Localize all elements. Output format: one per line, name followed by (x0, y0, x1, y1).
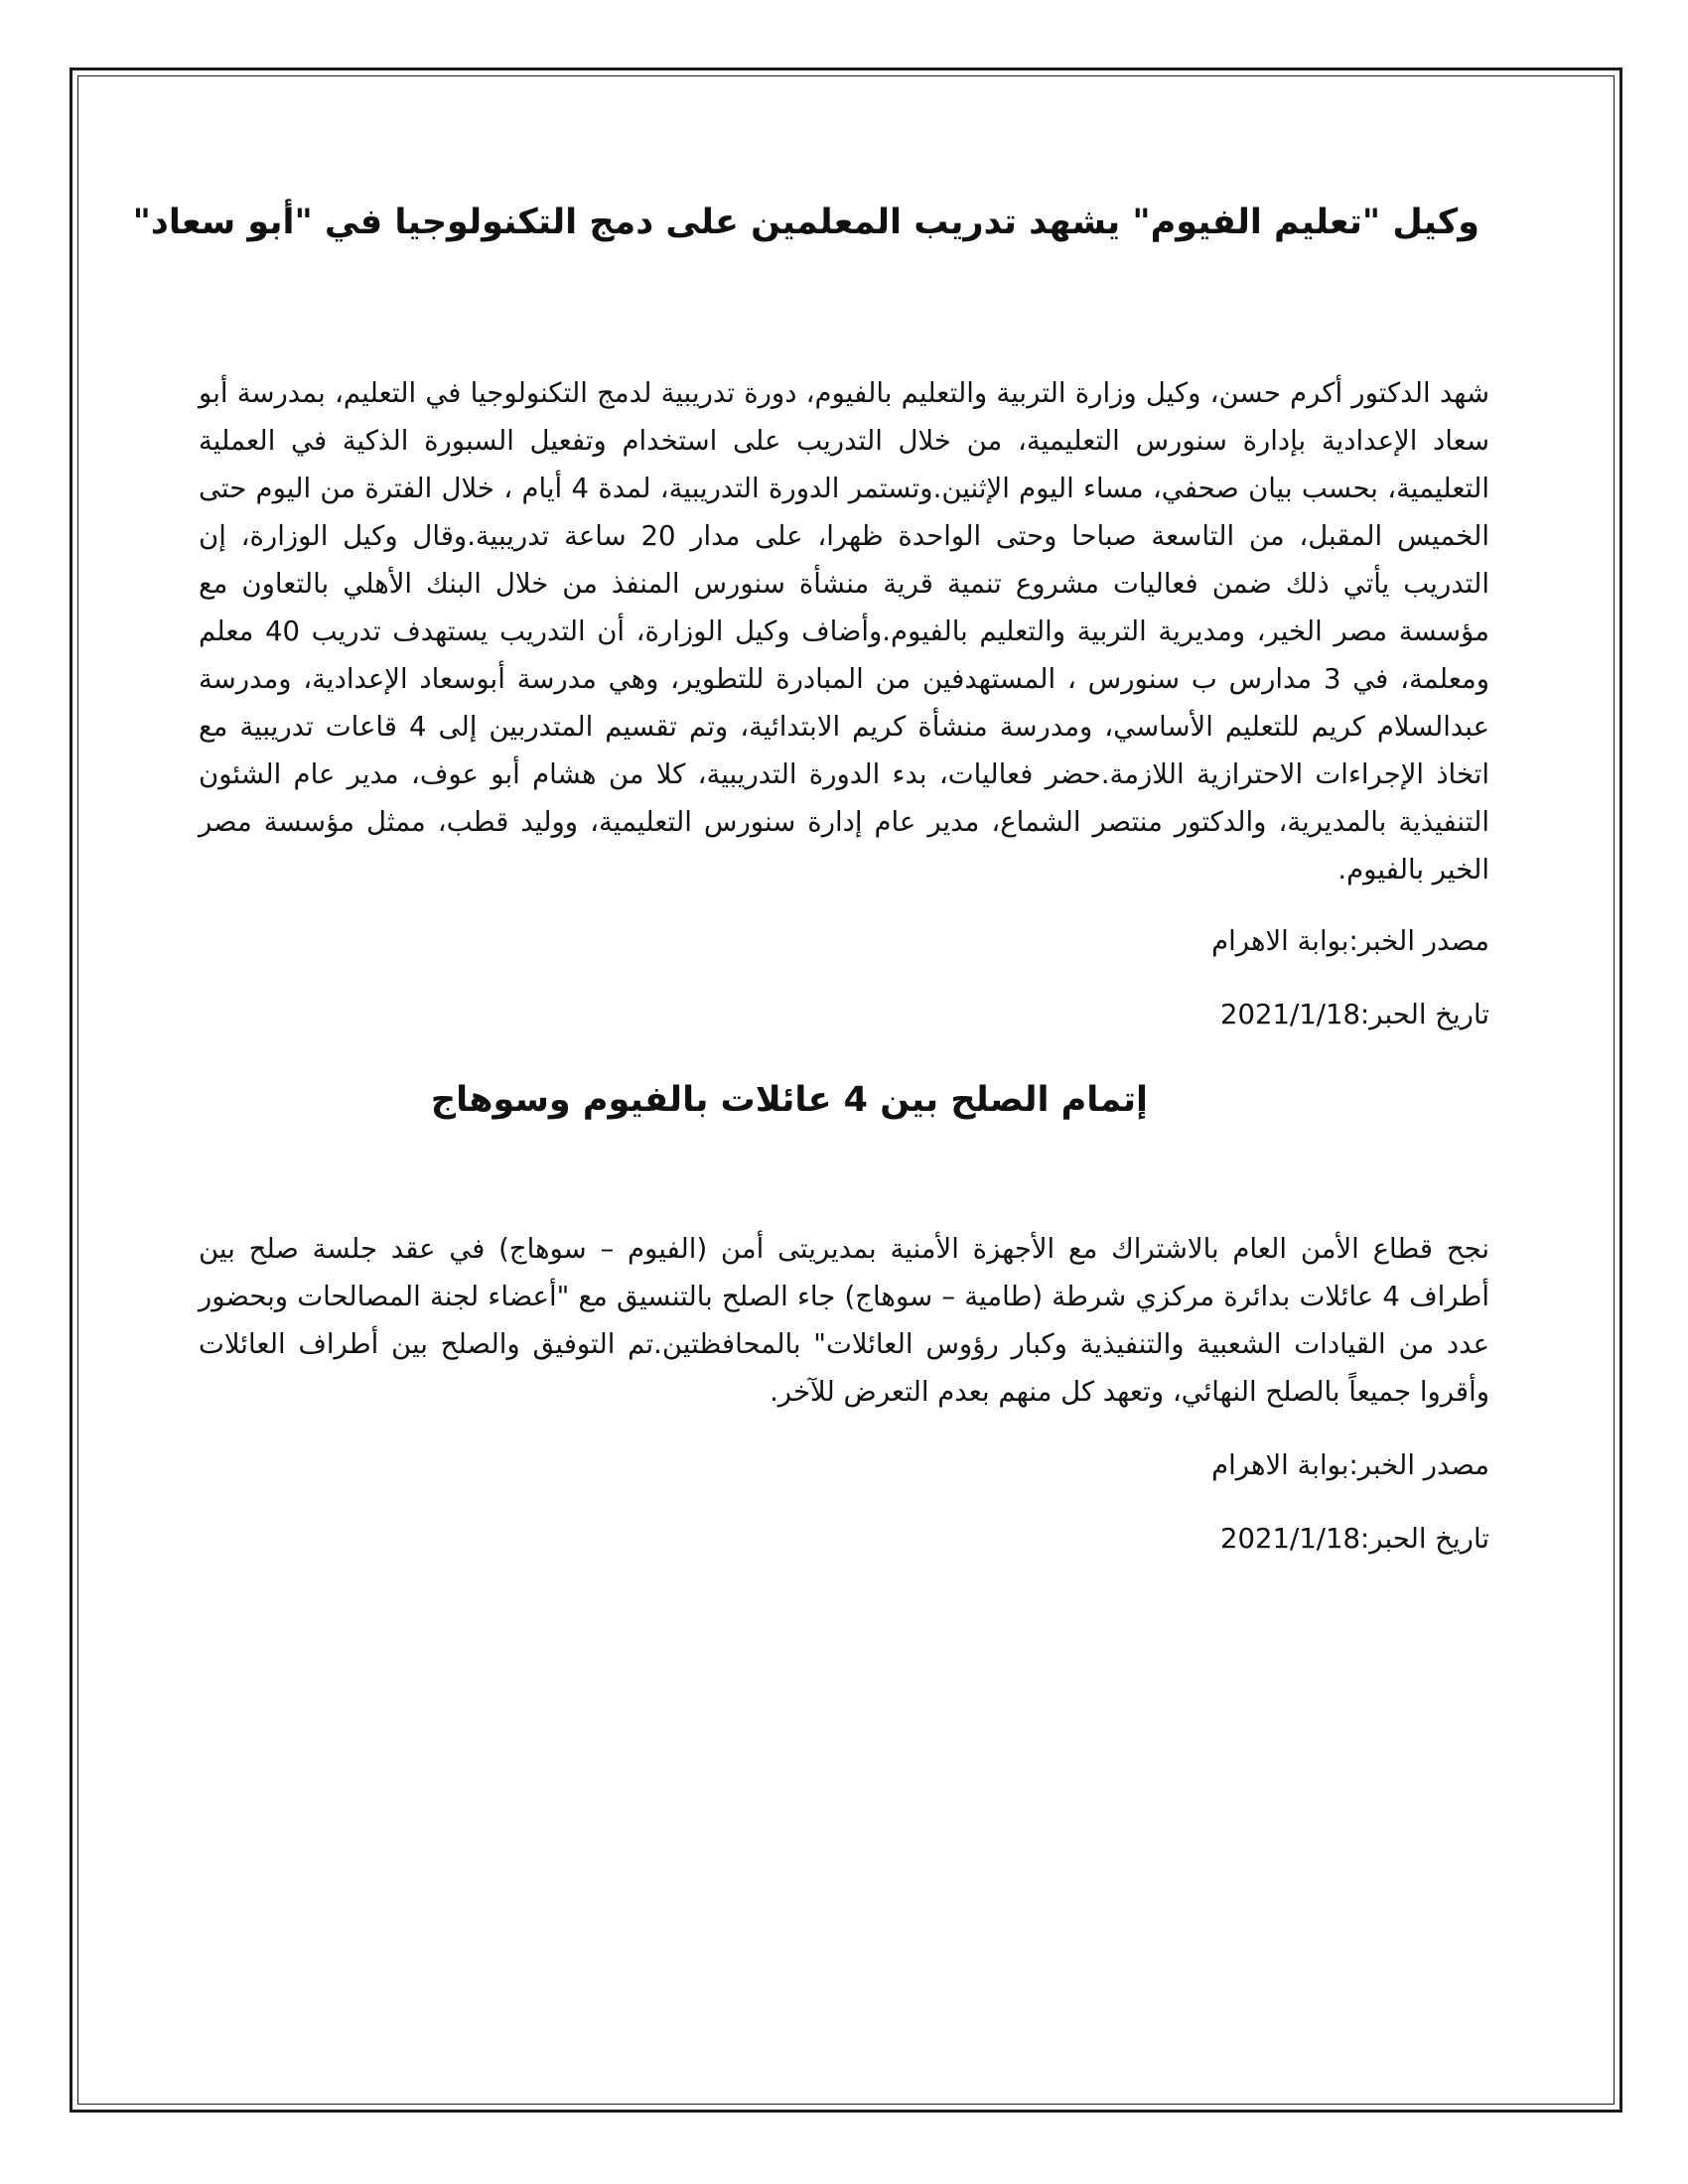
article-2-title: إتمام الصلح بين 4 عائلات بالفيوم وسوهاج (430, 1080, 1149, 1120)
document-content (132, 189, 1489, 1559)
article-1-date: تاريخ الحبر:2021/1/18 (1220, 999, 1489, 1030)
article-1-source: مصدر الخبر:بوابة الاهرام (1211, 925, 1489, 957)
article-2-date: تاريخ الحبر:2021/1/18 (1220, 1523, 1489, 1555)
article-1 (132, 199, 1489, 1034)
article-1-body: شهد الدكتور أكرم حسن، وكيل وزارة التربية والتعليم بالفيوم، دورة تدريبية لدمج التكنولوجيا في التعليم، بمدرسة أبو سعاد الإعدادية بإدارة سنورس التعليمية، من خلال التدريب على استخدام وتفعيل السبورة الذكية في العملية التعليمية، بحسب بيان صحفي، مساء اليوم الإثنين.وتستمر الدورة التدريبية، لمدة 4 أيام ، خلال الفترة من اليوم حتى الخميس المقبل، من التاسعة صباحا وحتى الواحدة ظهرا، على مدار 20 ساعة تدريبية.وقال وكيل الوزارة، إن التدريب يأتي ذلك ضمن فعاليات مشروع تنمية قرية منشأة سنورس المنفذ من خلال البنك الأهلي بالتعاون مع مؤسسة مصر الخير، ومديرية التربية والتعليم بالفيوم.وأضاف وكيل الوزارة، أن التدريب يستهدف تدريب 40 معلم ومعلمة، في 3 مدارس ب سنورس ، المستهدفين من المبادرة للتطوير، وهي مدرسة أبوسعاد الإعدادية، ومدرسة عبدالسلام كريم للتعليم الأساسي، ومدرسة منشأة كريم الابتدائية، وتم تقسيم المتدربين إلى 4 قاعات تدريبية مع اتخاذ الإجراءات الاحترازية اللازمة.حضر فعاليات، بدء الدورة التدريبية، كلا من هشام أبو عوف، مدير عام الشئون التنفيذية بالمديرية، والدكتور منتصر الشماع، مدير عام إدارة سنورس التعليمية، ووليد قطب، ممثل مؤسسة مصر الخير بالفيوم. (199, 377, 1489, 886)
article-1-title: وكيل "تعليم الفيوم" يشهد تدريب المعلمين على دمج التكنولوجيا في "أبو سعاد" (132, 203, 1479, 242)
article-2 (199, 1076, 1489, 1559)
article-2-body: نجح قطاع الأمن العام بالاشتراك مع الأجهزة الأمنية بمديريتى أمن (الفيوم – سوهاج) في عقد جلسة صلح بين أطراف 4 عائلات بدائرة مركزي شرطة (طامية – سوهاج) جاء الصلح بالتنسيق مع "أعضاء لجنة المصالحات وبحضور عدد من القيادات الشعبية والتنفيذية وكبار رؤوس العائلات" بالمحافظتين.تم التوفيق والصلح بين أطراف العائلات وأقروا جميعاً بالصلح النهائي، وتعهد كل منهم بعدم التعرض للآخر. (199, 1233, 1489, 1408)
article-2-source: مصدر الخبر:بوابة الاهرام (1211, 1449, 1489, 1481)
